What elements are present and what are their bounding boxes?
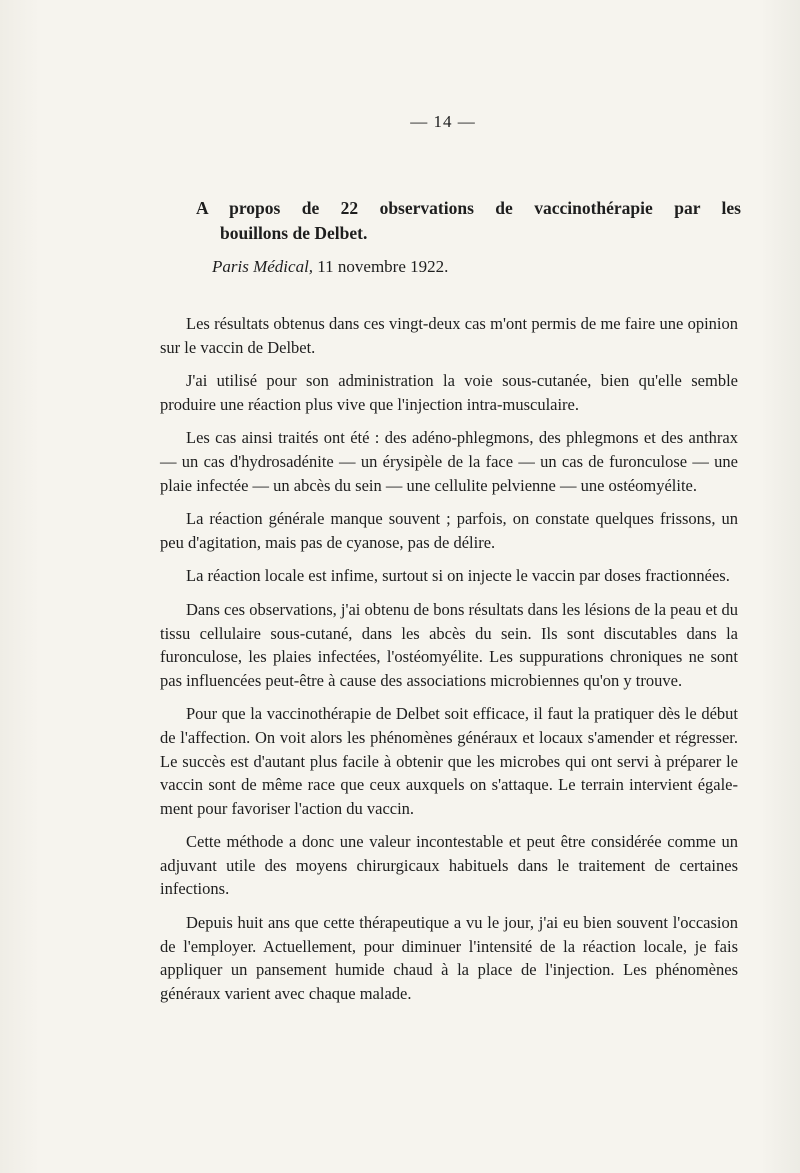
article-title-line-1: A propos de 22 observations de vaccinothérapie par les [196, 198, 741, 218]
paragraph: Dans ces observations, j'ai obtenu de bons résultats dans les lésions de la peau et du tissu cellulaire sous-cutané, dans les abcès du sein. Ils sont discutables dans la furonculose, les plaies infectées, l'ostéomyélite. Les suppurations chroniques ne sont pas influencées peut-être à cause des associations microbiennes qu'on y trouve. [160, 599, 738, 690]
paragraph: Les résultats obtenus dans ces vingt-deux cas m'ont permis de me faire une opinion sur le vaccin de Delbet. [160, 314, 738, 357]
paragraph: La réaction générale manque souvent ; parfois, on constate quelques frissons, un peu d'agitation, mais pas de cyanose, pas de délire. [160, 509, 738, 552]
article-title-line-2: bouillons de Delbet. [220, 223, 368, 243]
paragraph: Les cas ainsi traités ont été : des adéno-phlegmons, des phlegmons et des anthrax — un cas d'hydrosadénite — un érysipèle de la face — un cas de furonculose — une plaie infectée — un abcès du sein — une cellulite pelvienne — une ostéomyélite. [160, 428, 738, 495]
paragraph: Cette méthode a donc une valeur incontestable et peut être considérée comme un adjuvant utile des moyens chirurgicaux habituels dans le traitement de certaines infections. [160, 832, 738, 899]
paragraph: La réaction locale est infime, surtout si on injecte le vaccin par doses fractionnées. [186, 566, 730, 586]
paragraph: Pour que la vaccinothérapie de Delbet soit efficace, il faut la pratiquer dès le début de l'affection. On voit alors les phénomènes généraux et locaux s'amender et régresser. Le succès est d'autant plus facile à obtenir que les microbes qui ont servi à préparer le vaccin sont de même race que ceux auxquels on s'attaque. Le terrain intervient également pour favoriser l'action du vaccin. [160, 704, 738, 818]
article-source [212, 257, 448, 277]
paragraph: J'ai utilisé pour son administration la voie sous-cutanée, bien qu'elle semble produire une réaction plus vive que l'injection intra-musculaire. [160, 371, 738, 414]
source-journal: Paris Médical, [212, 257, 314, 276]
page-number: — 14 — [410, 112, 476, 131]
paragraph: Depuis huit ans que cette thérapeutique a vu le jour, j'ai eu bien souvent l'occasion de l'employer. Actuellement, pour diminuer l'intensité de la réaction locale, je fais appliquer un pansement humide chaud à la place de l'injection. Les phénomènes généraux varient avec chaque malade. [160, 913, 738, 1003]
source-date: 11 novembre 1922. [317, 257, 449, 276]
article-body [160, 312, 738, 1015]
article-title [196, 196, 741, 246]
